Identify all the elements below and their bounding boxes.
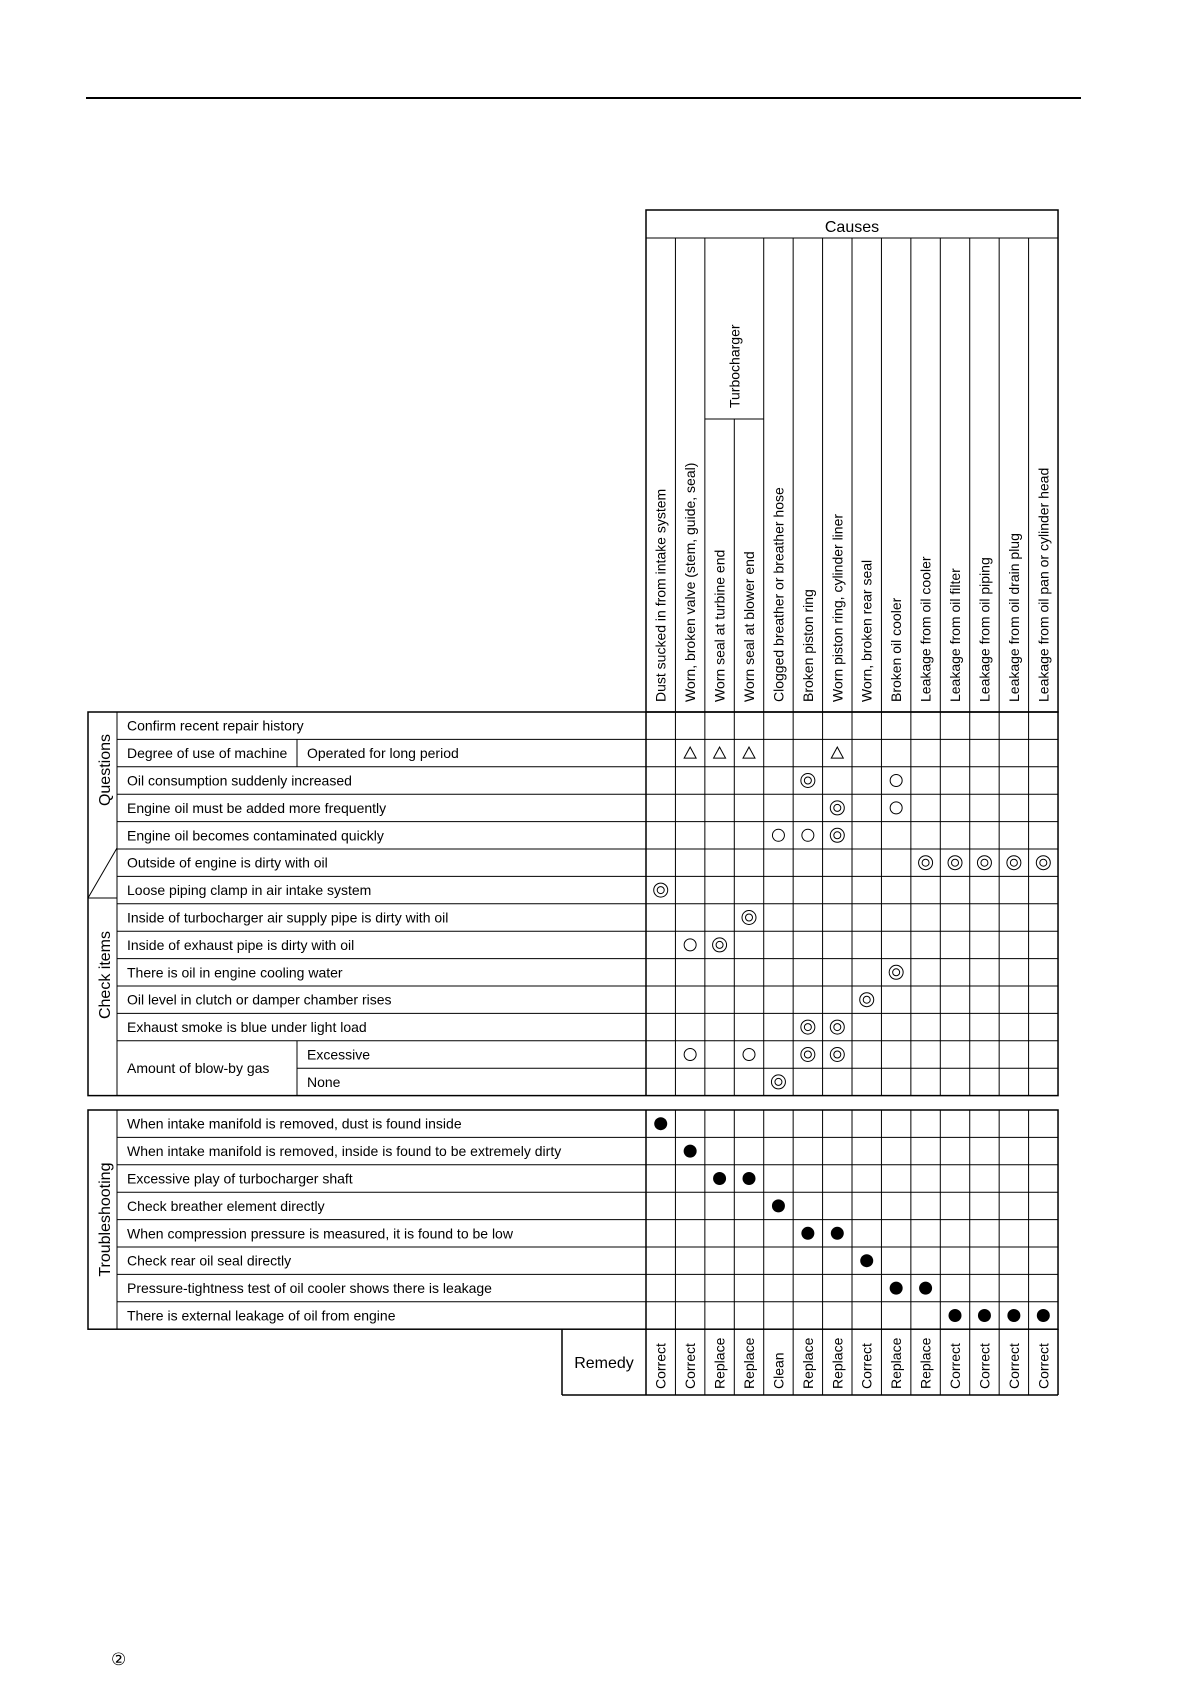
mark-double-circle-inner [1010, 859, 1017, 866]
cause-label-11: Leakage from oil filter [947, 568, 964, 702]
mark-circle [802, 829, 814, 841]
remedy-value-9: Replace [888, 1337, 905, 1389]
mark-triangle [684, 747, 696, 758]
row-label: Inside of exhaust pipe is dirty with oil [127, 936, 355, 953]
row-label: Engine oil becomes contaminated quickly [127, 827, 384, 844]
row-label: Amount of blow-by gas [127, 1060, 270, 1077]
mark-filled-circle [772, 1199, 785, 1212]
mark-filled-circle [713, 1172, 726, 1185]
troubleshooting-row-label: When intake manifold is removed, inside is found to be extremely dirty [127, 1143, 562, 1160]
mark-double-circle-inner [834, 1024, 841, 1031]
cause-label-7: Worn piston ring, cylinder liner [829, 513, 846, 702]
mark-double-circle-inner [775, 1078, 782, 1085]
remedy-value-3: Replace [711, 1337, 728, 1389]
mark-filled-circle [978, 1309, 991, 1322]
cause-label-10: Leakage from oil cooler [917, 556, 934, 702]
remedy-value-12: Correct [976, 1343, 993, 1389]
mark-circle [684, 1049, 696, 1061]
troubleshooting-row-label: When intake manifold is removed, dust is found inside [127, 1115, 462, 1132]
mark-double-circle [830, 828, 844, 842]
mark-circle [772, 829, 784, 841]
chart-root [88, 210, 1058, 1395]
remedy-value-14: Correct [1035, 1343, 1052, 1389]
troubleshooting-row-label: When compression pressure is measured, it is found to be low [127, 1225, 513, 1242]
mark-filled-circle [919, 1282, 932, 1295]
mark-filled-circle [743, 1172, 756, 1185]
mark-double-circle-inner [804, 1051, 811, 1058]
turbocharger-group-label: Turbocharger [726, 324, 743, 408]
troubleshooting-row-label: Check breather element directly [127, 1197, 325, 1214]
mark-double-circle [771, 1075, 785, 1089]
row-label: There is oil in engine cooling water [127, 964, 343, 981]
remedy-value-2: Correct [682, 1343, 699, 1389]
remedy-value-10: Replace [917, 1337, 934, 1389]
cause-label-1: Dust sucked in from intake system [652, 488, 669, 702]
mark-double-circle [889, 965, 903, 979]
mark-filled-circle [890, 1282, 903, 1295]
remedy-value-1: Correct [652, 1343, 669, 1389]
row-label: Degree of use of machine [127, 745, 288, 762]
cause-label-9: Broken oil cooler [888, 597, 905, 702]
remedy-value-8: Correct [858, 1343, 875, 1389]
mark-double-circle-inner [922, 859, 929, 866]
mark-double-circle-inner [834, 804, 841, 811]
mark-double-circle-inner [834, 832, 841, 839]
troubleshooting-row-label: Excessive play of turbocharger shaft [127, 1170, 353, 1187]
troubleshooting-row-label: There is external leakage of oil from engine [127, 1307, 396, 1324]
mark-circle [743, 1049, 755, 1061]
mark-filled-circle [654, 1117, 667, 1130]
remedy-value-7: Replace [829, 1337, 846, 1389]
mark-double-circle [713, 938, 727, 952]
row-sublabel: Operated for long period [307, 745, 459, 762]
cause-label-3: Worn seal at turbine end [711, 549, 728, 702]
mark-double-circle-inner [1040, 859, 1047, 866]
row-sublabel: Excessive [307, 1046, 371, 1063]
row-label: Exhaust smoke is blue under light load [127, 1019, 367, 1036]
mark-double-circle-inner [981, 859, 988, 866]
remedy-value-11: Correct [947, 1343, 964, 1389]
mark-double-circle-inner [657, 887, 664, 894]
row-label: Loose piping clamp in air intake system [127, 882, 372, 899]
mark-double-circle [1036, 856, 1050, 870]
mark-double-circle [977, 856, 991, 870]
mark-double-circle-inner [893, 969, 900, 976]
mark-double-circle [801, 1048, 815, 1062]
mark-filled-circle [860, 1254, 873, 1267]
mark-double-circle [830, 1048, 844, 1062]
cause-label-12: Leakage from oil piping [976, 557, 993, 702]
cause-label-14: Leakage from oil pan or cylinder head [1035, 467, 1052, 702]
mark-circle [684, 939, 696, 951]
causes-label: Causes [824, 219, 880, 236]
remedy-value-6: Replace [799, 1337, 816, 1389]
mark-double-circle [830, 801, 844, 815]
page-number-mark: ② [111, 1650, 127, 1669]
cause-label-5: Clogged breather or breather hose [770, 487, 787, 702]
remedy-label: Remedy [574, 1355, 634, 1373]
mark-double-circle-inner [716, 941, 723, 948]
mark-double-circle-inner [863, 996, 870, 1003]
row-label: Oil consumption suddenly increased [127, 772, 352, 789]
section-label-questions: Questions [97, 733, 114, 807]
mark-double-circle [801, 1020, 815, 1034]
remedy-value-4: Replace [741, 1337, 758, 1389]
mark-circle [890, 775, 902, 787]
remedy-value-13: Correct [1005, 1343, 1022, 1389]
mark-triangle [714, 747, 726, 758]
cause-label-6: Broken piston ring [799, 589, 816, 702]
troubleshooting-row-label: Pressure-tightness test of oil cooler shows there is leakage [127, 1280, 492, 1297]
troubleshooting-row-label: Check rear oil seal directly [127, 1252, 292, 1269]
mark-double-circle [948, 856, 962, 870]
section-label-check-items: Check items [97, 930, 114, 1020]
mark-double-circle [860, 993, 874, 1007]
mark-filled-circle [949, 1309, 962, 1322]
mark-double-circle [654, 883, 668, 897]
mark-filled-circle [831, 1227, 844, 1240]
remedy-value-5: Clean [770, 1352, 787, 1389]
mark-double-circle-inner [746, 914, 753, 921]
cause-label-8: Worn, broken rear seal [858, 559, 875, 702]
mark-circle [890, 802, 902, 814]
cause-label-13: Leakage from oil drain plug [1005, 533, 1022, 702]
mark-double-circle [919, 856, 933, 870]
mark-triangle [831, 747, 843, 758]
cause-label-2: Worn, broken valve (stem, guide, seal) [682, 462, 699, 702]
row-label: Oil level in clutch or damper chamber rises [127, 991, 392, 1008]
mark-double-circle-inner [804, 1024, 811, 1031]
section-split-diagonal [88, 848, 117, 898]
row-label: Confirm recent repair history [127, 717, 304, 734]
mark-filled-circle [1037, 1309, 1050, 1322]
row-label: Outside of engine is dirty with oil [127, 854, 328, 871]
mark-double-circle-inner [952, 859, 959, 866]
row-sublabel: None [307, 1073, 341, 1090]
row-label: Inside of turbocharger air supply pipe is dirty with oil [127, 909, 449, 926]
mark-double-circle [830, 1020, 844, 1034]
mark-filled-circle [801, 1227, 814, 1240]
mark-double-circle-inner [834, 1051, 841, 1058]
cause-label-4: Worn seal at blower end [741, 551, 758, 702]
mark-double-circle-inner [804, 777, 811, 784]
mark-double-circle [801, 774, 815, 788]
row-label: Engine oil must be added more frequently [127, 799, 387, 816]
mark-filled-circle [684, 1145, 697, 1158]
mark-filled-circle [1007, 1309, 1020, 1322]
mark-double-circle [1007, 856, 1021, 870]
mark-double-circle [742, 911, 756, 925]
section-label-troubleshooting: Troubleshooting [97, 1162, 114, 1277]
mark-triangle [743, 747, 755, 758]
